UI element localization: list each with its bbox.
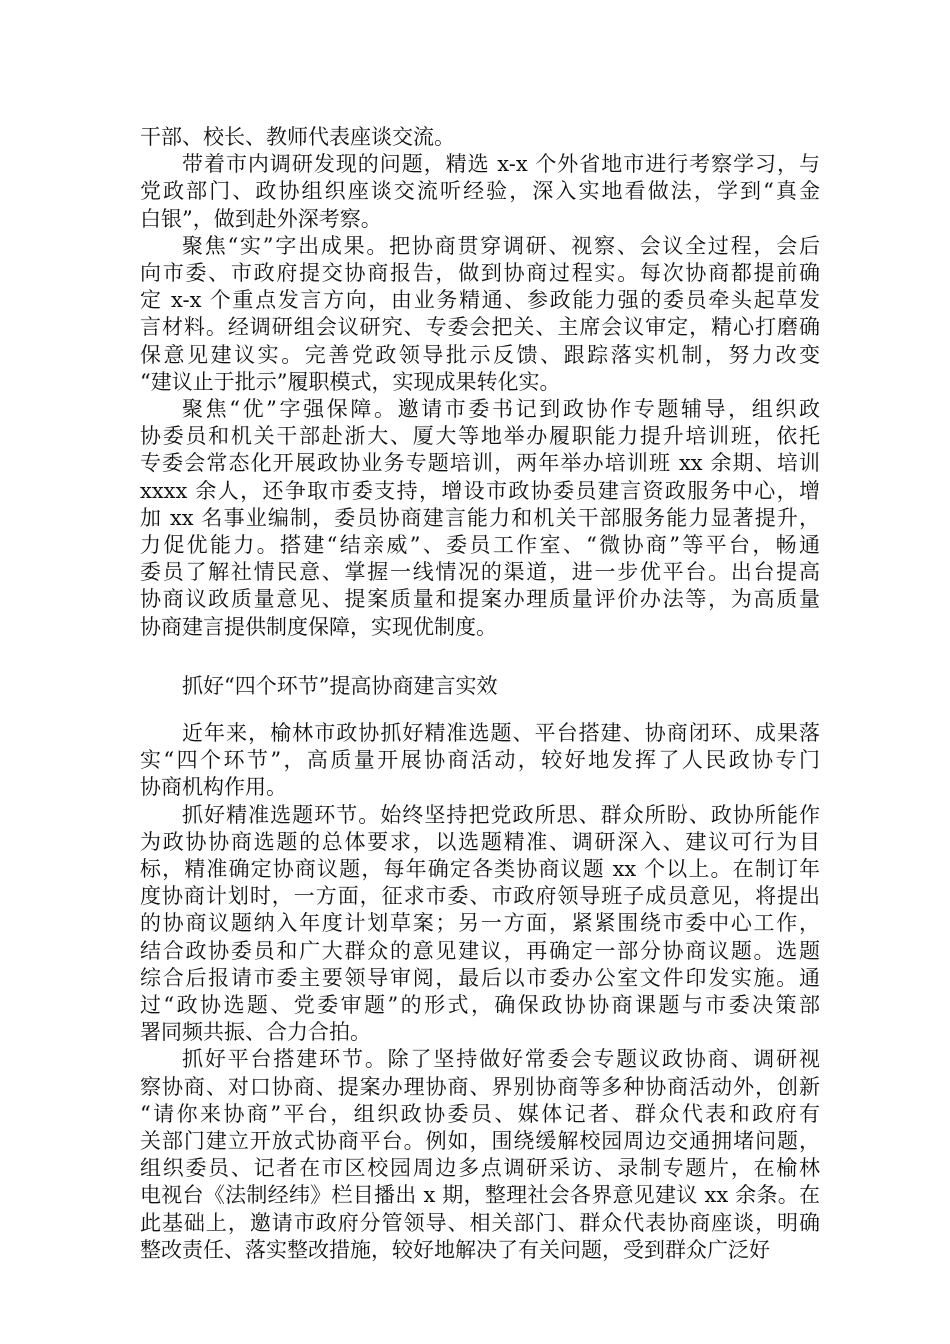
- text-line: 白银”，做到赴外深考察。: [140, 206, 382, 231]
- paragraph: [140, 1046, 820, 1264]
- text-line: 协商建言提供制度保障，实现优制度。: [140, 614, 497, 639]
- paragraph: [140, 124, 820, 151]
- text-line: 保意见建议实。完善党政领导批示反馈、跟踪落实机制，努力改变: [140, 342, 820, 367]
- text-line: 察协商、对口协商、提案办理协商、界别协商等多种协商活动外，创新: [140, 1074, 820, 1099]
- paragraph: [140, 233, 820, 396]
- text-line: 聚焦“优”字强保障。邀请市委书记到政协作专题辅导，组织政: [182, 397, 820, 422]
- text-line: 为政协协商选题的总体要求，以选题精准、调研深入、建议可行为目: [140, 829, 820, 854]
- text-line: 委员了解社情民意、掌握一线情况的渠道，进一步优平台。出台提高: [140, 560, 820, 585]
- text-line: 带着市内调研发现的问题，精选 x-x 个外省地市进行考察学习，与: [182, 152, 820, 177]
- text-line: 抓好平台搭建环节。除了坚持做好常委会专题议政协商、调研视: [182, 1047, 820, 1072]
- text-line: 聚焦“实”字出成果。把协商贯穿调研、视察、会议全过程，会后: [182, 233, 820, 258]
- text-line: 协商议政质量意见、提案质量和提案办理质量评价办法等，为高质量: [140, 587, 820, 612]
- section-heading: 抓好“四个环节”提高协商建言实效: [182, 674, 498, 698]
- text-line: 抓好精准选题环节。始终坚持把党政所思、群众所盼、政协所能作: [182, 802, 820, 827]
- text-line: 组织委员、记者在市区校园周边多点调研采访、录制专题片，在榆林: [140, 1156, 820, 1181]
- text-line: 干部、校长、教师代表座谈交流。: [140, 125, 455, 149]
- text-line: 结合政协委员和广大群众的意见建议，再确定一部分协商议题。选题: [140, 938, 820, 963]
- text-line: 加 xx 名事业编制，委员协商建言能力和机关干部服务能力显著提升，: [140, 505, 820, 530]
- text-line: “建议止于批示”履职模式，实现成果转化实。: [140, 369, 561, 394]
- text-line: 党政部门、政协组织座谈交流听经验，深入实地看做法，学到“真金: [140, 179, 820, 204]
- paragraph: [140, 396, 820, 641]
- text-line: 力促优能力。搭建“结亲威”、委员工作室、“微协商”等平台，畅通: [140, 533, 820, 558]
- text-line: 综合后报请市委主要领导审阅，最后以市委办公室文件印发实施。通: [140, 965, 820, 990]
- body-section-2: [140, 720, 820, 1264]
- text-line: xxxx 余人，还争取市委支持，增设市政协委员建言资政服务中心，增: [140, 478, 820, 503]
- text-line: 电视台《法制经纬》栏目播出 x 期，整理社会各界意见建议 xx 余条。在: [140, 1183, 820, 1208]
- text-line: 言材料。经调研组会议研究、专委会把关、主席会议审定，精心打磨确: [140, 315, 820, 340]
- text-line: 标，精准确定协商议题，每年确定各类协商议题 xx 个以上。在制订年: [140, 857, 820, 882]
- paragraph: [140, 802, 820, 1047]
- text-line: 定 x-x 个重点发言方向，由业务精通、参政能力强的委员牵头起草发: [140, 288, 820, 313]
- text-line: 此基础上，邀请市政府分管领导、相关部门、群众代表协商座谈，明确: [140, 1210, 820, 1235]
- paragraph: [140, 720, 820, 802]
- text-line: 专委会常态化开展政协业务专题培训，两年举办培训班 xx 余期、培训: [140, 451, 820, 476]
- text-line: 整改责任、落实整改措施，较好地解决了有关问题，受到群众广泛好: [140, 1237, 770, 1262]
- text-line: 的协商议题纳入年度计划草案；另一方面，紧紧围绕市委中心工作，: [140, 911, 820, 936]
- text-line: “请你来协商”平台，组织政协委员、媒体记者、群众代表和政府有: [140, 1101, 820, 1126]
- paragraph: [140, 151, 820, 233]
- body-section-1: [140, 124, 820, 641]
- text-line: 署同频共振、合力合拍。: [140, 1020, 371, 1045]
- text-line: 实“四个环节”，高质量开展协商活动，较好地发挥了人民政协专门: [140, 748, 820, 773]
- text-line: 向市委、市政府提交协商报告，做到协商过程实。每次协商都提前确: [140, 261, 820, 286]
- text-line: 过“政协选题、党委审题”的形式，确保政协协商课题与市委决策部: [140, 993, 820, 1018]
- text-line: 近年来，榆林市政协抓好精准选题、平台搭建、协商闭环、成果落: [182, 721, 820, 745]
- text-line: 协委员和机关干部赴浙大、厦大等地举办履职能力提升培训班，依托: [140, 424, 820, 449]
- text-line: 度协商计划时，一方面，征求市委、市政府领导班子成员意见，将提出: [140, 884, 820, 909]
- text-line: 协商机构作用。: [140, 775, 287, 800]
- text-line: 关部门建立开放式协商平台。例如，围绕缓解校园周边交通拥堵问题，: [140, 1129, 820, 1154]
